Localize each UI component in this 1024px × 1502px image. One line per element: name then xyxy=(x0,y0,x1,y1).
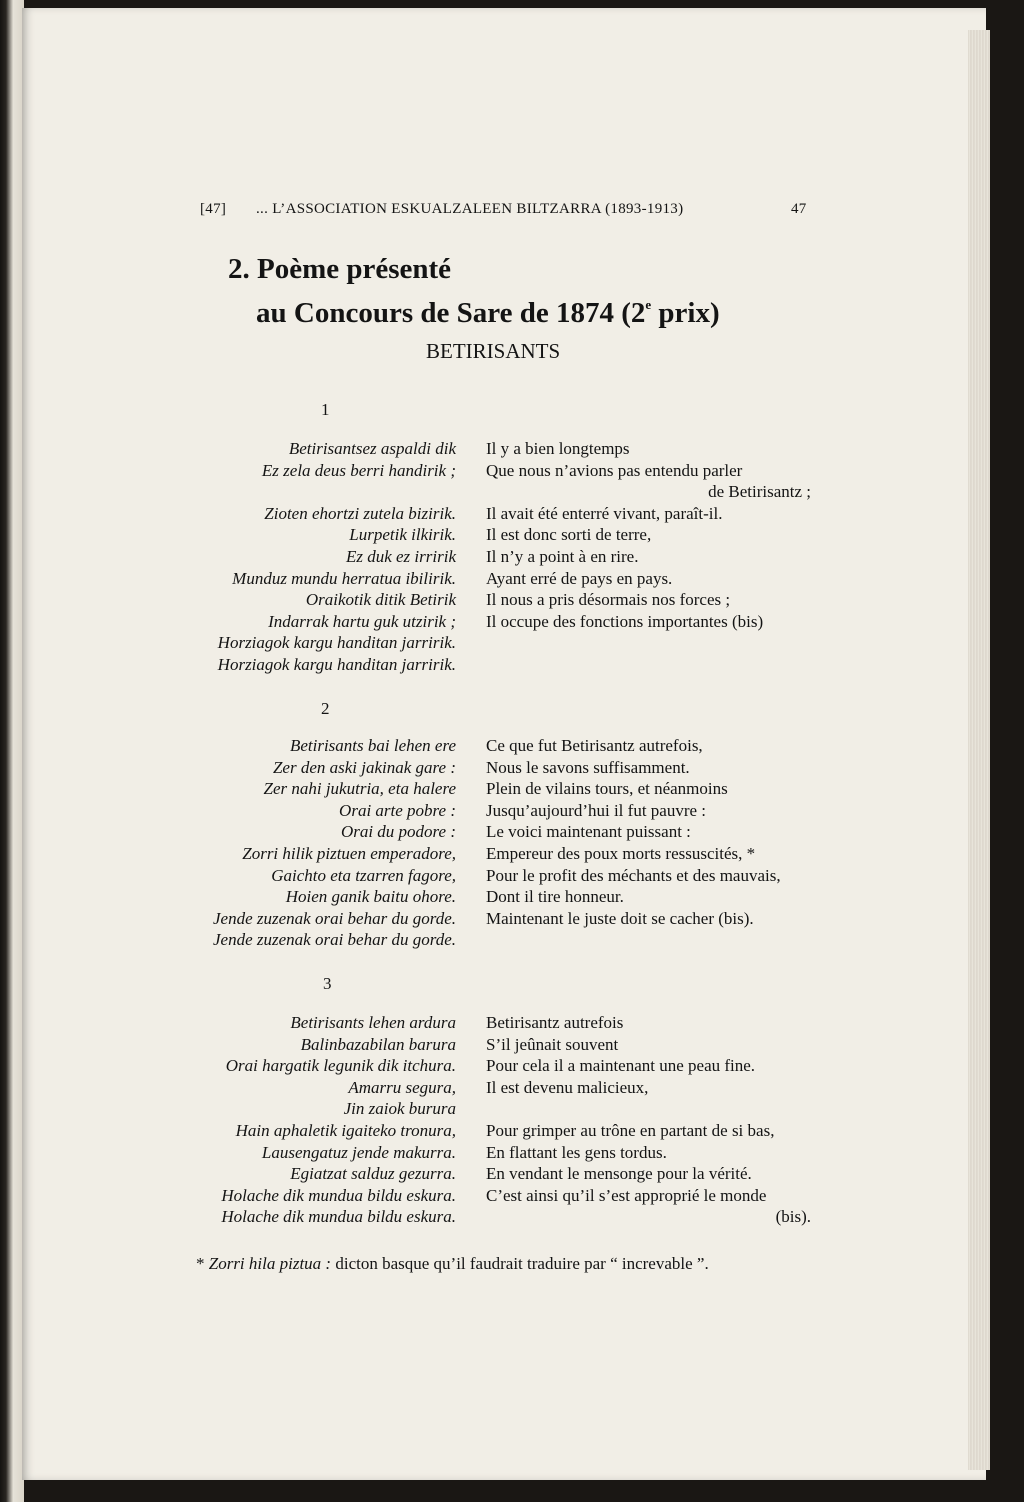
verse-line: Holache dik mundua bildu eskura. xyxy=(221,1207,456,1227)
header-title: ... L’ASSOCIATION ESKUALZALEEN BILTZARRA (1893-1913) xyxy=(256,201,684,217)
verse-line: Holache dik mundua bildu eskura. xyxy=(221,1185,456,1205)
translation-line: Jusqu’aujourd’hui il fut pauvre : xyxy=(486,800,707,820)
header-page-number: 47 xyxy=(791,201,807,217)
verse-line: Zioten ehortzi zutela bizirik. xyxy=(264,503,456,523)
verse-line: Balinbazabilan barura xyxy=(300,1034,456,1054)
translation-line: Il avait été enterré vivant, paraît-il. xyxy=(486,503,723,523)
verse-line: Amarru segura, xyxy=(348,1077,456,1097)
page-stack-edge xyxy=(968,30,990,1470)
facing-page-edge xyxy=(0,0,24,1502)
translation-line: En vendant le mensonge pour la vérité. xyxy=(486,1164,752,1184)
verse-line: Horziagok kargu handitan jarririk. xyxy=(217,633,456,653)
verse-line: Jende zuzenak orai behar du gorde. xyxy=(213,930,456,950)
stanza-3-basque xyxy=(221,1012,456,1228)
translation-line: Il occupe des fonctions importantes (bis) xyxy=(486,611,764,631)
translation-line xyxy=(486,1098,811,1120)
stanza-2-french xyxy=(486,735,811,929)
translation-line: Il nous a pris désormais nos forces ; xyxy=(486,590,731,610)
verse-line: Ez duk ez irririk xyxy=(345,546,456,566)
translation-line: Plein de vilains tours, et néanmoins xyxy=(486,779,728,799)
translation-line: Il est donc sorti de terre, xyxy=(486,525,652,545)
translation-line: Betirisantz autrefois xyxy=(486,1013,624,1032)
verse-line: Betirisants bai lehen ere xyxy=(289,736,456,755)
translation-line: Ce que fut Betirisantz autrefois, xyxy=(486,736,703,755)
translation-line: Il n’y a point à en rire. xyxy=(486,546,639,566)
verse-line: Zorri hilik piztuen emperadore, xyxy=(242,843,456,863)
translation-line: Dont il tire honneur. xyxy=(486,887,624,907)
translation-line: Maintenant le juste doit se cacher (bis). xyxy=(486,908,754,928)
translation-line: Que nous n’avions pas entendu parler xyxy=(486,460,743,480)
verse-line: Horziagok kargu handitan jarririk. xyxy=(217,654,456,674)
verse-line: Zer nahi jukutria, eta halere xyxy=(263,779,456,799)
verse-line: Betirisantsez aspaldi dik xyxy=(288,439,456,458)
verse-line: Oraikotik ditik Betirik xyxy=(305,590,456,610)
verse-line: Hain aphaletik igaiteko tronura, xyxy=(235,1120,456,1140)
translation-line: Pour cela il a maintenant une peau fine. xyxy=(486,1056,756,1076)
translation-line: Pour grimper au trône en partant de si bas, xyxy=(486,1120,775,1140)
verse-line: Orai du podore : xyxy=(340,822,456,842)
poem-subtitle: BETIRISANTS xyxy=(426,339,561,363)
translation-line: Ayant erré de pays en pays. xyxy=(486,568,673,588)
header-page-ref: [47] xyxy=(200,201,227,217)
translation-line: Il est devenu malicieux, xyxy=(486,1077,649,1097)
verse-line: Orai hargatik legunik dik itchura. xyxy=(225,1056,456,1076)
verse-line: Betirisants lehen ardura xyxy=(290,1013,456,1032)
title-line-2: au Concours de Sare de 1874 (2e prix) xyxy=(256,297,720,329)
translation-line: Empereur des poux morts ressuscités, * xyxy=(486,843,756,863)
translation-line: En flattant les gens tordus. xyxy=(486,1142,667,1162)
footnote xyxy=(196,1254,709,1274)
translation-line: Nous le savons suffisamment. xyxy=(486,757,690,777)
verse-line: Jin zaiok burura xyxy=(343,1099,456,1119)
section-title xyxy=(228,252,720,331)
verse-line: Munduz mundu herratua ibilirik. xyxy=(232,568,456,588)
footnote-term: Zorri hila piztua : xyxy=(208,1254,332,1273)
footnote-marker: * xyxy=(196,1254,209,1273)
verse-line: Lausengatuz jende makurra. xyxy=(261,1142,456,1162)
stanza-number-1: 1 xyxy=(321,400,330,419)
verse-line: Orai arte pobre : xyxy=(339,800,456,820)
translation-line: Le voici maintenant puissant : xyxy=(486,822,691,842)
verse-line: Hoien ganik baitu ohore. xyxy=(285,887,456,907)
translation-line: (bis). xyxy=(775,1207,811,1227)
title-line-1: 2. Poème présenté xyxy=(228,253,452,285)
verse-line: Zer den aski jakinak gare : xyxy=(272,757,456,777)
verse-line: Ez zela deus berri handirik ; xyxy=(261,460,456,480)
verse-line: Egiatzat salduz gezurra. xyxy=(290,1164,456,1184)
translation-line: Pour le profit des méchants et des mauvais, xyxy=(486,865,781,885)
translation-line: C’est ainsi qu’il s’est approprié le monde xyxy=(486,1185,767,1205)
stanza-number-3: 3 xyxy=(323,974,332,993)
verse-line: Lurpetik ilkirik. xyxy=(349,525,456,545)
verse-line xyxy=(218,481,456,503)
stanza-2-basque xyxy=(213,735,456,951)
verse-line: Gaichto eta tzarren fagore, xyxy=(271,865,456,885)
stanza-1-basque xyxy=(218,438,456,676)
stanza-1-french xyxy=(486,438,811,632)
stanza-3-french xyxy=(486,1012,811,1228)
verse-line: Indarrak hartu guk utzirik ; xyxy=(268,611,456,631)
translation-line: de Betirisantz ; xyxy=(708,482,811,502)
translation-line: Il y a bien longtemps xyxy=(486,439,630,458)
translation-line: S’il jeûnait souvent xyxy=(486,1034,619,1054)
stanza-number-2: 2 xyxy=(321,699,330,718)
footnote-text: dicton basque qu’il faudrait traduire par “ increvable ”. xyxy=(331,1254,709,1273)
verse-line: Jende zuzenak orai behar du gorde. xyxy=(213,908,456,928)
